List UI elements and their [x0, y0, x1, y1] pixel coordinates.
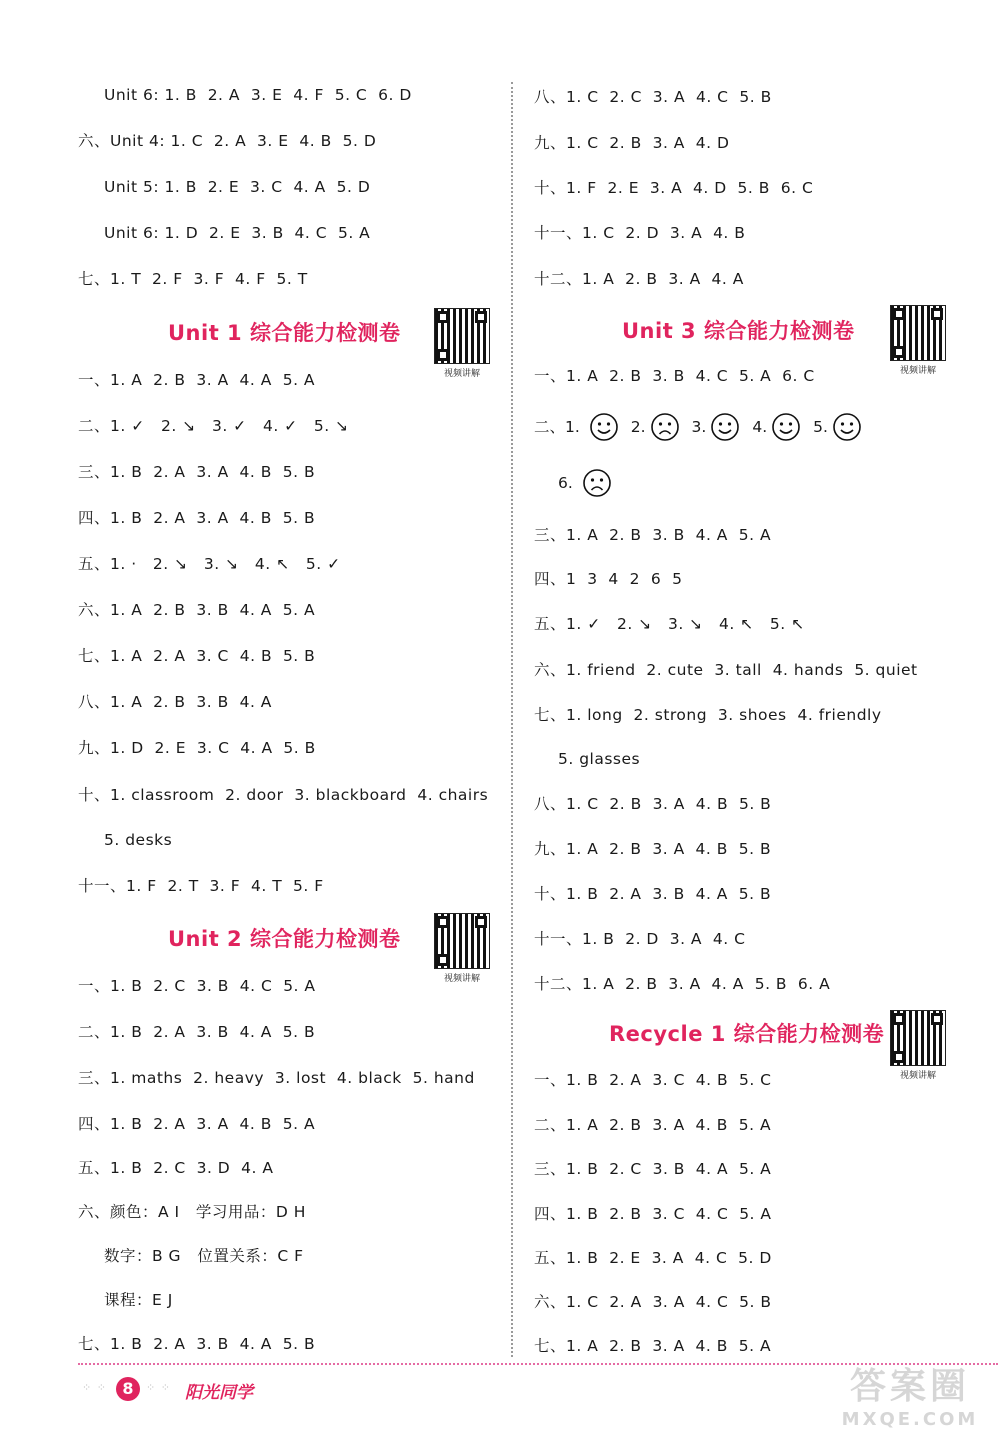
qr-code-icon: [434, 308, 490, 364]
recycle1-heading: Recycle 1 综合能力检测卷: [609, 1022, 885, 1046]
qr-code-icon: [890, 1010, 946, 1066]
answer-line: 七、1. T 2. F 3. F 4. F 5. T: [78, 270, 308, 288]
answer-line: 七、1. B 2. A 3. B 4. A 5. B: [78, 1335, 316, 1353]
unit1-heading: Unit 1 综合能力检测卷: [168, 321, 401, 345]
watermark-url: MXQE.COM: [841, 1409, 979, 1430]
answer-line: 八、1. C 2. C 3. A 4. C 5. B: [534, 88, 772, 106]
column-divider: [511, 82, 513, 1357]
happy-face-icon: [589, 412, 619, 442]
qr-label: 视频讲解: [443, 369, 480, 379]
unit1-qr[interactable]: [434, 308, 490, 378]
face-answers-row: [534, 409, 874, 444]
answer-line: 十、1. B 2. A 3. B 4. A 5. B: [534, 885, 772, 903]
answer-line: 六、Unit 4: 1. C 2. A 3. E 4. B 5. D: [78, 132, 377, 150]
faces-prefix: 二、1.: [534, 417, 580, 436]
answer-line: 五、1. B 2. E 3. A 4. C 5. D: [534, 1249, 772, 1267]
answer-line: 六、颜色：A I 学习用品：D H: [78, 1203, 306, 1221]
answer-line: 七、1. A 2. A 3. C 4. B 5. B: [78, 647, 316, 665]
answer-line: 九、1. A 2. B 3. A 4. B 5. B: [534, 840, 772, 858]
qr-code-icon: [434, 913, 490, 969]
watermark: [825, 1365, 995, 1443]
watermark-title: 答案圈: [849, 1366, 970, 1407]
answer-line: 八、1. C 2. B 3. A 4. B 5. B: [534, 795, 772, 813]
recycle1-qr[interactable]: [890, 1010, 946, 1080]
answer-line: 二、1. ✓ 2. ↘ 3. ✓ 4. ✓ 5. ↘: [78, 417, 349, 435]
answer-line: 四、1. B 2. B 3. C 4. C 5. A: [534, 1205, 772, 1223]
answer-line: 十一、1. F 2. T 3. F 4. T 5. F: [78, 877, 324, 895]
answer-line: 六、1. friend 2. cute 3. tall 4. hands 5. quiet: [534, 661, 918, 679]
qr-label: 视频讲解: [899, 1071, 936, 1081]
answer-line: 六、1. C 2. A 3. A 4. C 5. B: [534, 1293, 772, 1311]
unit3-qr[interactable]: [890, 305, 946, 375]
answer-line: 十一、1. C 2. D 3. A 4. B: [534, 224, 746, 242]
face-number: 4.: [752, 417, 768, 436]
qr-label: 视频讲解: [443, 974, 480, 984]
answer-line: 十、1. F 2. E 3. A 4. D 5. B 6. C: [534, 179, 814, 197]
page-number: 8: [116, 1377, 140, 1401]
answer-line: 三、1. A 2. B 3. B 4. A 5. A: [534, 526, 772, 544]
answer-line: 三、1. B 2. A 3. A 4. B 5. B: [78, 463, 316, 481]
face-number: 5.: [813, 417, 828, 436]
sad-face-icon: [582, 468, 612, 498]
answer-line: 十二、1. A 2. B 3. A 4. A 5. B 6. A: [534, 975, 831, 993]
answer-line: 五、1. · 2. ↘ 3. ↘ 4. ↖ 5. ✓: [78, 555, 341, 573]
answer-line: Unit 6: 1. B 2. A 3. E 4. F 5. C 6. D: [104, 86, 412, 104]
qr-label: 视频讲解: [899, 366, 936, 376]
answer-line: 十、1. classroom 2. door 3. blackboard 4. chairs: [78, 786, 489, 804]
answer-line: 5. glasses: [558, 750, 641, 768]
answer-line: Unit 5: 1. B 2. E 3. C 4. A 5. D: [104, 178, 371, 196]
answer-line: 一、1. B 2. C 3. B 4. C 5. A: [78, 977, 316, 995]
happy-face-icon: [771, 412, 801, 442]
answer-line: 一、1. B 2. A 3. C 4. B 5. C: [534, 1071, 772, 1089]
answer-line: 八、1. A 2. B 3. B 4. A: [78, 693, 272, 711]
answer-line: 四、1. B 2. A 3. A 4. B 5. A: [78, 1115, 316, 1133]
face-number: 3.: [691, 417, 707, 436]
brand-logo: 阳光同学: [185, 1383, 253, 1403]
answer-line: 一、1. A 2. B 3. A 4. A 5. A: [78, 371, 316, 389]
answer-line: 六、1. A 2. B 3. B 4. A 5. A: [78, 601, 316, 619]
happy-face-icon: [710, 412, 740, 442]
answer-line: 三、1. maths 2. heavy 3. lost 4. black 5. hand: [78, 1069, 475, 1087]
answer-line: Unit 6: 1. D 2. E 3. B 4. C 5. A: [104, 224, 371, 242]
answer-line: 七、1. long 2. strong 3. shoes 4. friendly: [534, 706, 882, 724]
answer-line: 七、1. A 2. B 3. A 4. B 5. A: [534, 1337, 772, 1355]
sad-face-icon: [650, 412, 680, 442]
happy-face-icon: [832, 412, 862, 442]
unit3-heading: Unit 3 综合能力检测卷: [622, 319, 855, 343]
answer-line: 四、1 3 4 2 6 5: [534, 570, 683, 588]
answer-line: 三、1. B 2. C 3. B 4. A 5. A: [534, 1160, 772, 1178]
face-number: 6.: [558, 473, 573, 492]
unit2-qr[interactable]: [434, 913, 490, 983]
qr-code-icon: [890, 305, 946, 361]
answer-line: 二、1. B 2. A 3. B 4. A 5. B: [78, 1023, 316, 1041]
answer-line: 数字：B G 位置关系：C F: [104, 1247, 304, 1265]
unit2-heading: Unit 2 综合能力检测卷: [168, 927, 401, 951]
answer-line: 5. desks: [104, 831, 173, 849]
answer-line: 四、1. B 2. A 3. A 4. B 5. B: [78, 509, 316, 527]
footer-dots-decoration: ⁘ ⁘: [146, 1381, 171, 1394]
answer-line: 九、1. C 2. B 3. A 4. D: [534, 134, 730, 152]
answer-line: 二、1. A 2. B 3. A 4. B 5. A: [534, 1116, 772, 1134]
face-number: 2.: [630, 417, 646, 436]
answer-line: 五、1. B 2. C 3. D 4. A: [78, 1159, 274, 1177]
answer-line: 九、1. D 2. E 3. C 4. A 5. B: [78, 739, 316, 757]
face-answer-6: [558, 465, 624, 500]
footer-dots-decoration: ⁘ ⁘: [82, 1381, 107, 1394]
answer-line: 一、1. A 2. B 3. B 4. C 5. A 6. C: [534, 367, 815, 385]
answer-line: 课程：E J: [104, 1291, 173, 1309]
answer-line: 十二、1. A 2. B 3. A 4. A: [534, 270, 744, 288]
answer-line: 十一、1. B 2. D 3. A 4. C: [534, 930, 746, 948]
answer-line: 五、1. ✓ 2. ↘ 3. ↘ 4. ↖ 5. ↖: [534, 615, 805, 633]
